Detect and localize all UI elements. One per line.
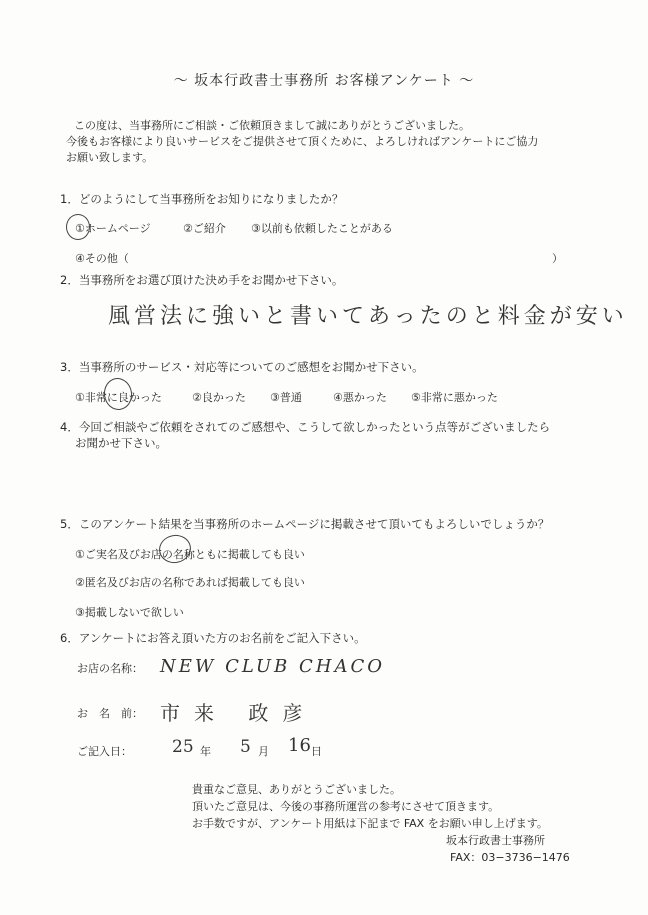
shop-name-value: NEW CLUB CHACO — [160, 656, 385, 677]
q3-option-good[interactable]: ②良かった — [192, 391, 246, 404]
footer-fax-number: FAX：03−3736−1476 — [450, 851, 570, 864]
q3-question: 3．当事務所のサービス・対応等についてのご感想をお聞かせ下さい。 — [60, 360, 424, 374]
date-label: ご記入日： — [77, 745, 132, 758]
q3-option-very-bad[interactable]: ⑤非常に悪かった — [411, 391, 498, 404]
date-day-value: 16 — [288, 735, 311, 756]
q5-option-anonymous[interactable]: ②匿名及びお店の名称であれば掲載しても良い — [75, 576, 305, 589]
footer-office-name: 坂本行政書士事務所 — [446, 834, 545, 847]
date-year-value: 25 — [172, 737, 194, 757]
date-day-unit: 日 — [311, 745, 322, 758]
q5-option-no-publish[interactable]: ③掲載しないで欲しい — [75, 606, 184, 619]
name-value: 市来 政彦 — [160, 701, 317, 725]
name-label: お 名 前： — [77, 707, 143, 720]
q5-option-full[interactable]: ①ご実名及びお店の名称ともに掲載しても良い — [75, 548, 305, 561]
q4-question-line-2: お聞かせ下さい。 — [75, 436, 167, 450]
q5-question: 5．このアンケート結果を当事務所のホームページに掲載させて頂いてもよろしいでしょうか？ — [60, 517, 550, 531]
footer-fax-request: お手数ですが、アンケート用紙は下記まで FAX をお願い申し上げます。 — [192, 817, 548, 830]
date-year-unit: 年 — [200, 745, 211, 758]
q4-question-line-1: 4．今回ご相談やご依頼をされてのご感想や、こうして欲しかったという点等がございましたら — [60, 420, 551, 434]
date-month-value: 5 — [240, 737, 251, 757]
q3-option-bad[interactable]: ④悪かった — [333, 391, 387, 404]
shop-name-label: お店の名称： — [77, 662, 143, 675]
q6-question: 6．アンケートにお答え頂いた方のお名前をご記入下さい。 — [60, 631, 366, 645]
date-month-unit: 月 — [258, 745, 269, 758]
survey-title: 〜 坂本行政書士事務所 お客様アンケート 〜 — [173, 73, 475, 89]
intro-line-1: この度は、当事務所にご相談・ご依頼頂きまして誠にありがとうございました。 — [74, 119, 470, 132]
q1-option-other[interactable]: ④その他（ — [75, 252, 129, 265]
footer-reference: 頂いたご意見は、今後の事務所運営の参考にさせて頂きます。 — [192, 800, 500, 813]
q1-question: 1．どのようにして当事務所をお知りになりましたか？ — [60, 192, 344, 206]
q3-selection-circle — [102, 376, 134, 412]
q1-other-close: ） — [552, 252, 563, 265]
footer-thanks: 貴重なご意見、ありがとうございました。 — [192, 783, 401, 796]
q2-question: 2．当事務所をお選び頂けた決め手をお聞かせ下さい。 — [60, 273, 344, 287]
q2-handwritten-answer: 風営法に強いと書いてあったのと料金が安い — [108, 304, 628, 329]
q1-selection-circle — [66, 214, 90, 240]
q3-option-very-good[interactable]: ①非常に良かった — [75, 391, 162, 404]
q1-option-referral[interactable]: ②ご紹介 — [183, 222, 226, 235]
q1-option-previous[interactable]: ③以前も依頼したことがある — [251, 222, 393, 235]
q1-option-homepage[interactable]: ①ホームページ — [75, 222, 151, 235]
q3-option-normal[interactable]: ③普通 — [270, 391, 302, 404]
intro-line-3: お願い致します。 — [66, 151, 154, 164]
intro-line-2: 今後もお客様により良いサービスをご提供させて頂くために、よろしければアンケートにご協力 — [66, 135, 539, 148]
